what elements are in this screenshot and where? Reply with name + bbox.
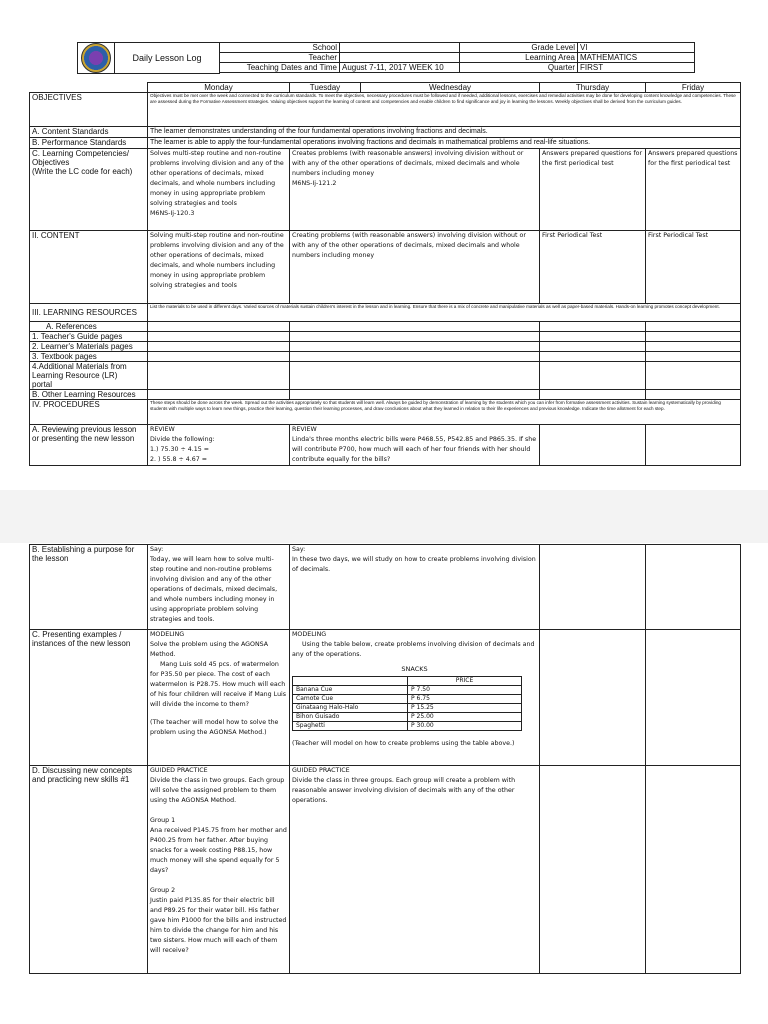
content-standards-text: The learner demonstrates understanding of the four fundamental operations involving fractions and decimals. [148,127,741,138]
quarter-value: FIRST [578,63,695,73]
area-label: Learning Area [460,53,578,63]
discussing-monday-line1: Divide the class in two groups. Each group will solve the assigned problem to them using the AGONSA Method. [150,777,285,804]
competencies-label-line3: (Write the LC code for each) [32,167,133,176]
snacks-title: SNACKS [401,665,428,673]
purpose-label-line1: B. Establishing a purpose for [32,545,135,554]
presenting-monday-line2: Mang Luis sold 45 pcs. of watermelon for P35.50 per piece. The cost of each watermelon is P28.75. How much will each of his four children will receive if Mang Luis will divide the income to them? [150,661,287,708]
competencies-label-line2: Objectives [32,158,70,167]
competencies-wednesday [290,149,540,231]
discussing-label-line1: D. Discussing new concepts [32,766,133,775]
content-wednesday: Creating problems (with reasonable answers) involving division without or with any of the other operations of decimals, mixed decimals and whole numbers including money [290,231,540,304]
snack-price: P 15.25 [408,704,522,713]
tg-label: 1. Teacher's Guide pages [30,332,148,342]
review-label [30,425,148,466]
group2-text: Justin paid P135.85 for their electric bill and P89.25 for their water bill. His father gave him P1000 for the bills and instructed him to divide the change for him and his two sisters. How much will each of them will receive? [150,897,287,954]
dates-value: August 7-11, 2017 WEEK 10 [340,63,460,73]
discussing-wednesday-text: Divide the class in three groups. Each group will create a problem with reasonable answer involving division of decimals with any of the other operations. [292,777,516,804]
review-label-line2: or presenting the new lesson [32,434,135,443]
snack-item: Banana Cue [293,686,408,695]
snack-price: P 30.00 [408,722,522,731]
content-thursday: First Periodical Test [540,231,646,304]
resources-text: List the materials to be used in different days. Varied sources of materials sustain children's interest in the lesson and in learning. Ensure that there is a mix of concrete and manipulative materials as well as paper-based materials. Hands-on learning promotes concept development. [148,304,741,322]
deped-seal-cell [78,43,115,74]
page-1 [0,0,768,490]
header-table [77,42,695,74]
snack-item: Camote Cue [293,695,408,704]
lm-label: 2. Learner's Materials pages [30,342,148,352]
teacher-label: Teacher [220,53,340,63]
purpose-wednesday-text: In these two days, we will study on how to create problems involving division of decimals. [292,556,536,573]
presenting-wednesday-note: (Teacher will model on how to create problems using the table above.) [292,740,515,747]
group2-title: Group 2 [150,887,176,894]
snack-item: Bihon Guisado [293,713,408,722]
purpose-wednesday-say: Say: [292,546,306,553]
discussing-monday [148,766,290,974]
price-header: PRICE [408,677,522,686]
snack-price: P 6.75 [408,695,522,704]
purpose-label-line2: the lesson [32,554,69,563]
content-monday: Solving multi-step routine and non-routine problems involving division and any of the other operations of decimals, mixed decimals, and whole numbers including money in using appropriate problem solving strategies and tools [148,231,290,304]
presenting-monday-line3: (The teacher will model how to solve the problem using the AGONSA Method.) [150,719,279,736]
presenting-label-line1: C. Presenting examples / [32,630,122,639]
competencies-monday [148,149,290,231]
teacher-value [340,53,460,63]
discussing-label-line2: and practicing new skills #1 [32,775,130,784]
log-title: Daily Lesson Log [115,43,220,74]
snack-price: P 7.50 [408,686,522,695]
grade-value: VI [578,43,695,53]
school-label: School [220,43,340,53]
review-monday-title: REVIEW [150,426,175,433]
review-label-line1: A. Reviewing previous lesson [32,425,137,434]
review-monday-line2: 1.) 75.30 ÷ 4.15 = [150,446,210,453]
review-monday-line3: 2. ) 55.8 ÷ 4.67 = [150,456,208,463]
lr-label [30,362,148,390]
performance-standards-text: The learner is able to apply the four-fundamental operations involving fractions and decimals in mathematical problems and real-life situations. [148,138,741,149]
quarter-label: Quarter [460,63,578,73]
competencies-wednesday-code: M6NS-Ij-121.2 [292,180,337,187]
performance-standards-label: B. Performance Standards [30,138,148,149]
competencies-label [30,149,148,231]
dates-label: Teaching Dates and Time [220,63,340,73]
group1-text: Ana received P145.75 from her mother and P400.25 from her father. After buying snacks for a week costing P88.15, how much money will she spend equally for 5 days? [150,827,287,874]
presenting-label-line2: instances of the new lesson [32,639,131,648]
discussing-monday-title: GUIDED PRACTICE [150,767,208,774]
presenting-wednesday-line1: Using the table below, create problems involving division of decimals and any of the operations. [292,641,535,658]
deped-seal-icon [81,43,111,73]
content-standards-label: A. Content Standards [30,127,148,138]
review-wednesday-text: Linda's three months electric bills were P468.55, P542.85 and P865.35. If she will contribute P700, how much will each of her four friends with her should contribute equally for the bills? [292,436,537,463]
snack-item: Spaghetti [293,722,408,731]
competencies-label-line1: C. Learning Competencies/ [32,149,129,158]
competencies-friday: Answers prepared questions for the first periodical test [646,149,741,231]
day-monday: Monday [148,83,290,93]
references-label: A. References [30,322,148,332]
competencies-thursday: Answers prepared questions for the first periodical test [540,149,646,231]
purpose-wednesday [290,545,540,630]
discussing-wednesday-title: GUIDED PRACTICE [292,767,350,774]
lr-label-line1: 4.Additional Materials from [32,362,127,371]
school-value [340,43,460,53]
day-wednesday: Wednesday [428,83,472,92]
presenting-wednesday [290,630,540,766]
lr-label-line2: Learning Resource (LR) [32,371,118,380]
page-2 [0,543,768,1024]
snack-row [293,704,522,713]
review-wednesday [290,425,540,466]
grade-label: Grade Level [460,43,578,53]
presenting-label [30,630,148,766]
competencies-monday-text: Solves multi-step routine and non-routine problems involving division and any of the other operations of decimals, mixed decimals, and whole numbers including money in using appropriate problem solving strategies and tools [150,150,284,207]
snack-row [293,695,522,704]
procedures-text: These steps should be done across the week. Spread out the activities appropriately so that students will learn well. Always be guided by demonstration of learning by the students which you can infer from formative assessment activities. Sustain learning systematically by providing students with multiple ways to learn new things, practice their learning, question their learning processes, and draw conclusions about what they learned in relation to their life experiences and previous knowledge. Indicate the time allotment for each step. [148,400,741,425]
area-value: MATHEMATICS [578,53,695,63]
tb-label: 3. Textbook pages [30,352,148,362]
purpose-monday [148,545,290,630]
procedures-label: IV. PROCEDURES [30,400,148,425]
objectives-text: Objectives must be met over the week and connected to the curriculum standards. To meet the objectives, necessary procedures must be followed and if needed, additional lessons, exercises and remedial activities may be done for developing content knowledge and competencies. These are assessed during the Formative Assessment strategies. Valuing objectives support the learning of content and competencies and enable children to find significance and joy in learning the lessons. Weekly objectives shall be derived from the curriculum guides. [148,93,741,127]
purpose-label [30,545,148,630]
snack-item: Ginataang Halo-Halo [293,704,408,713]
snack-row [293,722,522,731]
review-monday [148,425,290,466]
day-tuesday: Tuesday [290,83,361,92]
presenting-monday [148,630,290,766]
purpose-monday-say: Say: [150,546,164,553]
day-friday: Friday [646,83,741,93]
group1-title: Group 1 [150,817,176,824]
objectives-label: OBJECTIVES [30,93,148,127]
discussing-wednesday [290,766,540,974]
snacks-table [292,676,522,731]
lesson-table-p2 [29,544,741,974]
resources-label: III. LEARNING RESOURCES [30,304,148,322]
presenting-monday-line1: Solve the problem using the AGONSA Method. [150,641,269,658]
purpose-monday-text: Today, we will learn how to solve multi-step routine and non-routine problems involving division and any of the other operations of decimals, mixed decimals, and whole numbers including money in using appropriate problem solving strategies and tools. [150,556,278,623]
day-thursday: Thursday [540,83,646,93]
review-wednesday-title: REVIEW [292,426,317,433]
lesson-table-p1 [29,82,741,466]
snack-row [293,686,522,695]
content-friday: First Periodical Test [646,231,741,304]
review-monday-line1: Divide the following: [150,436,215,443]
presenting-monday-title: MODELING [150,631,185,638]
discussing-label [30,766,148,974]
content-label: II. CONTENT [30,231,148,304]
snack-price: P 25.00 [408,713,522,722]
competencies-wednesday-text: Creates problems (with reasonable answers) involving division without or with any of the other operations of decimals, mixed decimals and whole numbers including money [292,150,524,177]
competencies-monday-code: M6NS-Ij-120.3 [150,210,195,217]
presenting-wednesday-title: MODELING [292,631,327,638]
page-gap [0,490,768,543]
snack-row [293,713,522,722]
lr-label-line3: portal [32,380,53,389]
other-resources-label: B. Other Learning Resources [30,390,148,400]
